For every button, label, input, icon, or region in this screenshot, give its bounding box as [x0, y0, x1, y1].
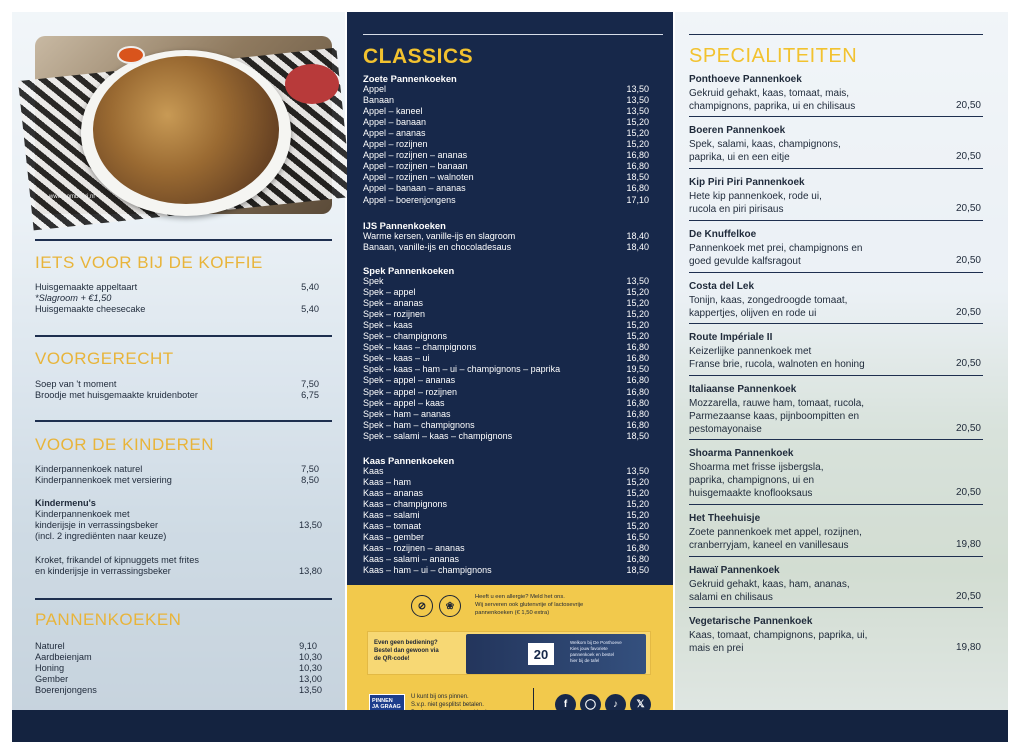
special-name: Shoarma Pannenkoek	[689, 448, 794, 459]
menu-item: Broodje met huisgemaakte kruidenboter	[35, 390, 198, 400]
special-description: Kaas, tomaat, champignons, paprika, ui,	[689, 630, 868, 641]
menu-price: 19,50	[626, 364, 649, 375]
menu-item: Soep van 't moment	[35, 379, 117, 389]
divider	[689, 116, 983, 117]
menu-note: *Slagroom + €1,50	[35, 293, 112, 303]
qr-order-text: Even geen bediening? Bestel dan gewoon via de QR-code!	[374, 640, 439, 662]
menu-price: 15,20	[626, 287, 649, 298]
special-description: Gekruid gehakt, kaas, tomaat, mais,	[689, 88, 850, 99]
special-price: 19,80	[955, 642, 981, 653]
menu-item: Kinderpannenkoek met versiering	[35, 475, 172, 485]
tiktok-icon[interactable]: ♪	[605, 694, 626, 715]
menu-price: 15,20	[626, 117, 649, 128]
divider	[689, 607, 983, 608]
special-price: 19,80	[955, 539, 981, 550]
menu-item: Spek – appel – rozijnen	[363, 386, 458, 397]
menu-item: Spek – kaas – ui	[363, 353, 430, 364]
menu-item: Spek – kaas – ham – ui – champignons – paprika	[363, 364, 561, 375]
menu-item: Kaas – ham – ui – champignons	[363, 565, 492, 576]
divider	[689, 375, 983, 376]
menu-price: 16,80	[626, 183, 649, 194]
special-description: Keizerlijke pannenkoek met	[689, 346, 812, 357]
menu-price: 13,50	[626, 276, 649, 286]
gluten-free-icon: ⊘	[411, 595, 433, 617]
allergy-note: Heeft u een allergie? Meld het ons. Wij serveren ook glutenvrije of lactosevrije pannenkoeken (€ 1,50 extra)	[475, 594, 584, 616]
facebook-icon[interactable]: f	[555, 694, 576, 715]
menu-price: 7,50	[301, 379, 319, 389]
left-panel	[12, 12, 345, 710]
menu-price: 16,80	[626, 543, 649, 554]
divider	[35, 239, 332, 241]
menu-price: 15,20	[626, 488, 649, 499]
menu-price: 15,20	[626, 521, 649, 532]
divider	[689, 556, 983, 557]
menu-price: 16,50	[626, 532, 649, 543]
qr-order-banner	[367, 631, 651, 675]
menu-price: 16,80	[626, 419, 649, 430]
menu-price: 15,20	[626, 139, 649, 150]
section-title-koffie: IETS VOOR BIJ DE KOFFIE	[35, 253, 263, 272]
divider	[689, 272, 983, 273]
menu-item: Kaas – ananas	[363, 488, 424, 499]
divider	[35, 335, 332, 337]
menu-item: Kaas – ham	[363, 477, 412, 488]
menu-item: Huisgemaakte cheesecake	[35, 304, 146, 314]
allergy-icons	[411, 595, 461, 617]
menu-price: 13,50	[626, 106, 649, 117]
menu-item: Banaan, vanille-ijs en chocoladesaus	[363, 242, 512, 253]
menu-item: Spek – ham – champignons	[363, 419, 475, 430]
special-name: Italiaanse Pannenkoek	[689, 384, 797, 395]
divider	[689, 323, 983, 324]
special-description: Mozzarella, rauwe ham, tomaat, rucola,	[689, 398, 865, 409]
menu-price: 5,40	[301, 304, 319, 314]
right-panel	[675, 12, 1008, 710]
menu-item: Spek	[363, 276, 384, 286]
menu-item: Kinderpannenkoek naturel	[35, 464, 143, 474]
instagram-icon[interactable]: ◯	[580, 694, 601, 715]
kroket-line: en kinderijsje in verrassingsbeker	[35, 566, 171, 576]
menu-price: 15,20	[626, 309, 649, 320]
divider	[689, 439, 983, 440]
special-name: Boeren Pannenkoek	[689, 125, 786, 136]
x-icon[interactable]: 𝕏	[630, 694, 651, 715]
special-description: paprika, champignons, ui en	[689, 475, 815, 486]
menu-price: 15,20	[626, 298, 649, 309]
special-name: De Knuffelkoe	[689, 229, 757, 240]
special-name: Route Impériale II	[689, 332, 773, 343]
special-description: Parmezaanse kaas, pijnboompitten en	[689, 411, 860, 422]
kindermenu-line: kinderijsje in verrassingsbeker	[35, 520, 159, 530]
qr-order-photo	[466, 634, 646, 674]
special-name: Ponthoeve Pannenkoek	[689, 74, 802, 85]
menu-item: Spek – kaas – champignons	[363, 342, 477, 353]
menu-item: Kaas – tomaat	[363, 521, 422, 532]
special-description: pestomayonaise	[689, 424, 762, 435]
menu-item: Spek – appel – ananas	[363, 375, 456, 386]
payment-note: U kunt bij ons pinnen. S.v.p. niet gesplitst betalen.	[411, 694, 484, 709]
special-description: goed gevulde kalfsragout	[689, 256, 801, 267]
menu-item: Boerenjongens	[35, 685, 97, 695]
menu-price: 13,00	[299, 674, 322, 684]
kindermenu-title: Kindermenu's	[35, 498, 96, 508]
special-name: Hawaï Pannenkoek	[689, 565, 780, 576]
menu-price: 18,40	[626, 242, 649, 253]
menu-item: Kaas – rozijnen – ananas	[363, 543, 465, 554]
special-price: 20,50	[955, 358, 981, 369]
special-description: Spek, salami, kaas, champignons,	[689, 139, 841, 150]
menu-item: Appel – banaan – ananas	[363, 183, 466, 194]
special-description: huisgemaakte knoflooksaus	[689, 488, 813, 499]
menu-price: 15,20	[626, 320, 649, 331]
menu-item: Appel – rozijnen – banaan	[363, 161, 468, 172]
menu-item: Spek – kaas	[363, 320, 413, 331]
special-description: rucola en piri pirisaus	[689, 204, 784, 215]
menu-item: Aardbeienjam	[35, 652, 92, 662]
special-name: Vegetarische Pannenkoek	[689, 616, 813, 627]
menu-item: Appel – rozijnen – ananas	[363, 150, 468, 161]
menu-price: 15,20	[626, 510, 649, 521]
kroket-line: Kroket, frikandel of kipnuggets met frites	[35, 555, 199, 565]
menu-item: Spek – appel – kaas	[363, 397, 445, 408]
menu-price: 15,20	[626, 128, 649, 139]
special-description: kappertjes, olijven en rode ui	[689, 308, 817, 319]
menu-item: Kaas	[363, 466, 384, 476]
table-number: 20	[528, 643, 554, 665]
kindermenu-line: (incl. 2 ingrediënten naar keuze)	[35, 531, 167, 541]
menu-item: Appel – banaan	[363, 117, 427, 128]
menu-price: 18,40	[626, 231, 649, 241]
menu-item: Gember	[35, 674, 69, 684]
menu-price: 16,80	[626, 386, 649, 397]
menu-item: Kaas – salami	[363, 510, 420, 521]
menu-price: 13,80	[299, 566, 322, 576]
special-price: 20,50	[955, 151, 981, 162]
wheat-icon: ❀	[439, 595, 461, 617]
menu-price: 13,50	[299, 520, 322, 530]
special-description: cranberryjam, kaneel en vanillesaus	[689, 540, 849, 551]
menu-item: Appel – boerenjongens	[363, 194, 456, 205]
special-price: 20,50	[955, 591, 981, 602]
menu-price: 7,50	[301, 464, 319, 474]
menu-item: Spek – champignons	[363, 331, 448, 342]
menu-price: 16,80	[626, 554, 649, 565]
subsection-title: IJS Pannenkoeken	[363, 220, 446, 231]
menu-item: Spek – salami – kaas – champignons	[363, 430, 513, 441]
footer-band	[12, 710, 1008, 742]
menu-item: Naturel	[35, 641, 65, 651]
menu-item: Appel – ananas	[363, 128, 426, 139]
menu-price: 15,20	[626, 477, 649, 488]
section-title-voorgerecht: VOORGERECHT	[35, 349, 174, 368]
special-description: salami en chilisaus	[689, 592, 773, 603]
special-name: Het Theehuisje	[689, 513, 761, 524]
menu-price: 16,80	[626, 161, 649, 172]
divider	[689, 504, 983, 505]
menu-price: 13,50	[626, 95, 649, 106]
specialiteiten-title: SPECIALITEITEN	[689, 45, 858, 67]
divider	[35, 598, 332, 600]
divider	[363, 34, 663, 35]
menu-price: 16,80	[626, 375, 649, 386]
special-description: Franse brie, rucola, walnoten en honing	[689, 359, 865, 370]
special-name: Kip Piri Piri Pannenkoek	[689, 177, 805, 188]
special-name: Costa del Lek	[689, 281, 755, 292]
divider	[689, 220, 983, 221]
menu-price: 5,40	[301, 282, 319, 292]
menu-price: 16,80	[626, 150, 649, 161]
section-title-pannenkoeken: PANNENKOEKEN	[35, 610, 182, 629]
special-description: Gekruid gehakt, kaas, ham, ananas,	[689, 579, 850, 590]
menu-price: 15,20	[626, 331, 649, 342]
pinnen-badge: PINNEN JA GRAAG	[369, 694, 405, 719]
special-price: 20,50	[955, 100, 981, 111]
menu-item: Spek – rozijnen	[363, 309, 426, 320]
menu-price: 16,80	[626, 353, 649, 364]
menu-page	[12, 12, 1008, 742]
special-description: Hete kip pannenkoek, rode ui,	[689, 191, 822, 202]
special-price: 20,50	[955, 203, 981, 214]
classics-title: CLASSICS	[363, 45, 474, 68]
menu-price: 13,50	[626, 466, 649, 476]
menu-item: Appel – kaneel	[363, 106, 423, 117]
menu-price: 18,50	[626, 565, 649, 576]
menu-price: 9,10	[299, 641, 317, 651]
menu-item: Banaan	[363, 95, 395, 106]
divider	[35, 420, 332, 422]
menu-price: 16,80	[626, 397, 649, 408]
special-description: paprika, ui en een eitje	[689, 152, 790, 163]
menu-item: Kaas – salami – ananas	[363, 554, 460, 565]
menu-price: 16,80	[626, 408, 649, 419]
section-title-kinderen: VOOR DE KINDEREN	[35, 435, 214, 454]
menu-item: Appel	[363, 84, 387, 94]
subsection-title: Zoete Pannenkoeken	[363, 73, 457, 84]
menu-item: Honing	[35, 663, 65, 673]
menu-item: Kaas – champignons	[363, 499, 448, 510]
menu-item: Kaas – gember	[363, 532, 425, 543]
menu-price: 18,50	[626, 430, 649, 441]
special-price: 20,50	[955, 423, 981, 434]
special-description: Zoete pannenkoek met appel, rozijnen,	[689, 527, 862, 538]
menu-price: 10,30	[299, 652, 322, 662]
menu-price: 17,10	[626, 194, 649, 205]
menu-item: Spek – ananas	[363, 298, 424, 309]
special-description: Tonijn, kaas, zongedroogde tomaat,	[689, 295, 848, 306]
menu-price: 16,80	[626, 342, 649, 353]
special-description: Pannenkoek met prei, champignons en	[689, 243, 863, 254]
menu-item: Appel – rozijnen – walnoten	[363, 172, 474, 183]
divider	[689, 34, 983, 35]
special-price: 20,50	[955, 255, 981, 266]
info-panel	[347, 585, 673, 710]
special-description: Shoarma met frisse ijsbergsla,	[689, 462, 824, 473]
menu-item: Spek – appel	[363, 287, 416, 298]
pancake-photo	[35, 36, 332, 214]
menu-item: Spek – ham – ananas	[363, 408, 451, 419]
menu-price: 13,50	[299, 685, 322, 695]
special-price: 20,50	[955, 307, 981, 318]
menu-price: 13,50	[626, 84, 649, 94]
menu-item: Huisgemaakte appeltaart	[35, 282, 138, 292]
special-description: mais en prei	[689, 643, 744, 654]
menu-item: Warme kersen, vanille-ijs en slagroom	[363, 231, 516, 241]
menu-price: 15,20	[626, 499, 649, 510]
subsection-title: Spek Pannenkoeken	[363, 265, 455, 276]
subsection-title: Kaas Pannenkoeken	[363, 455, 455, 466]
menu-price: 10,30	[299, 663, 322, 673]
menu-price: 8,50	[301, 475, 319, 485]
special-price: 20,50	[955, 487, 981, 498]
menu-price: 6,75	[301, 390, 319, 400]
kindermenu-line: Kinderpannenkoek met	[35, 509, 130, 519]
menu-price: 18,50	[626, 172, 649, 183]
middle-panel	[347, 12, 673, 710]
divider	[689, 168, 983, 169]
photo-watermark: www.pomboerj.nl	[49, 194, 95, 200]
menu-item: Appel – rozijnen	[363, 139, 428, 150]
special-description: champignons, paprika, ui en chilisaus	[689, 101, 856, 112]
phone-screen-text: Welkom bij De Ponthoeve Kies jouw favoriete pannenkoek en bestel hier bij de tafel	[570, 640, 622, 663]
